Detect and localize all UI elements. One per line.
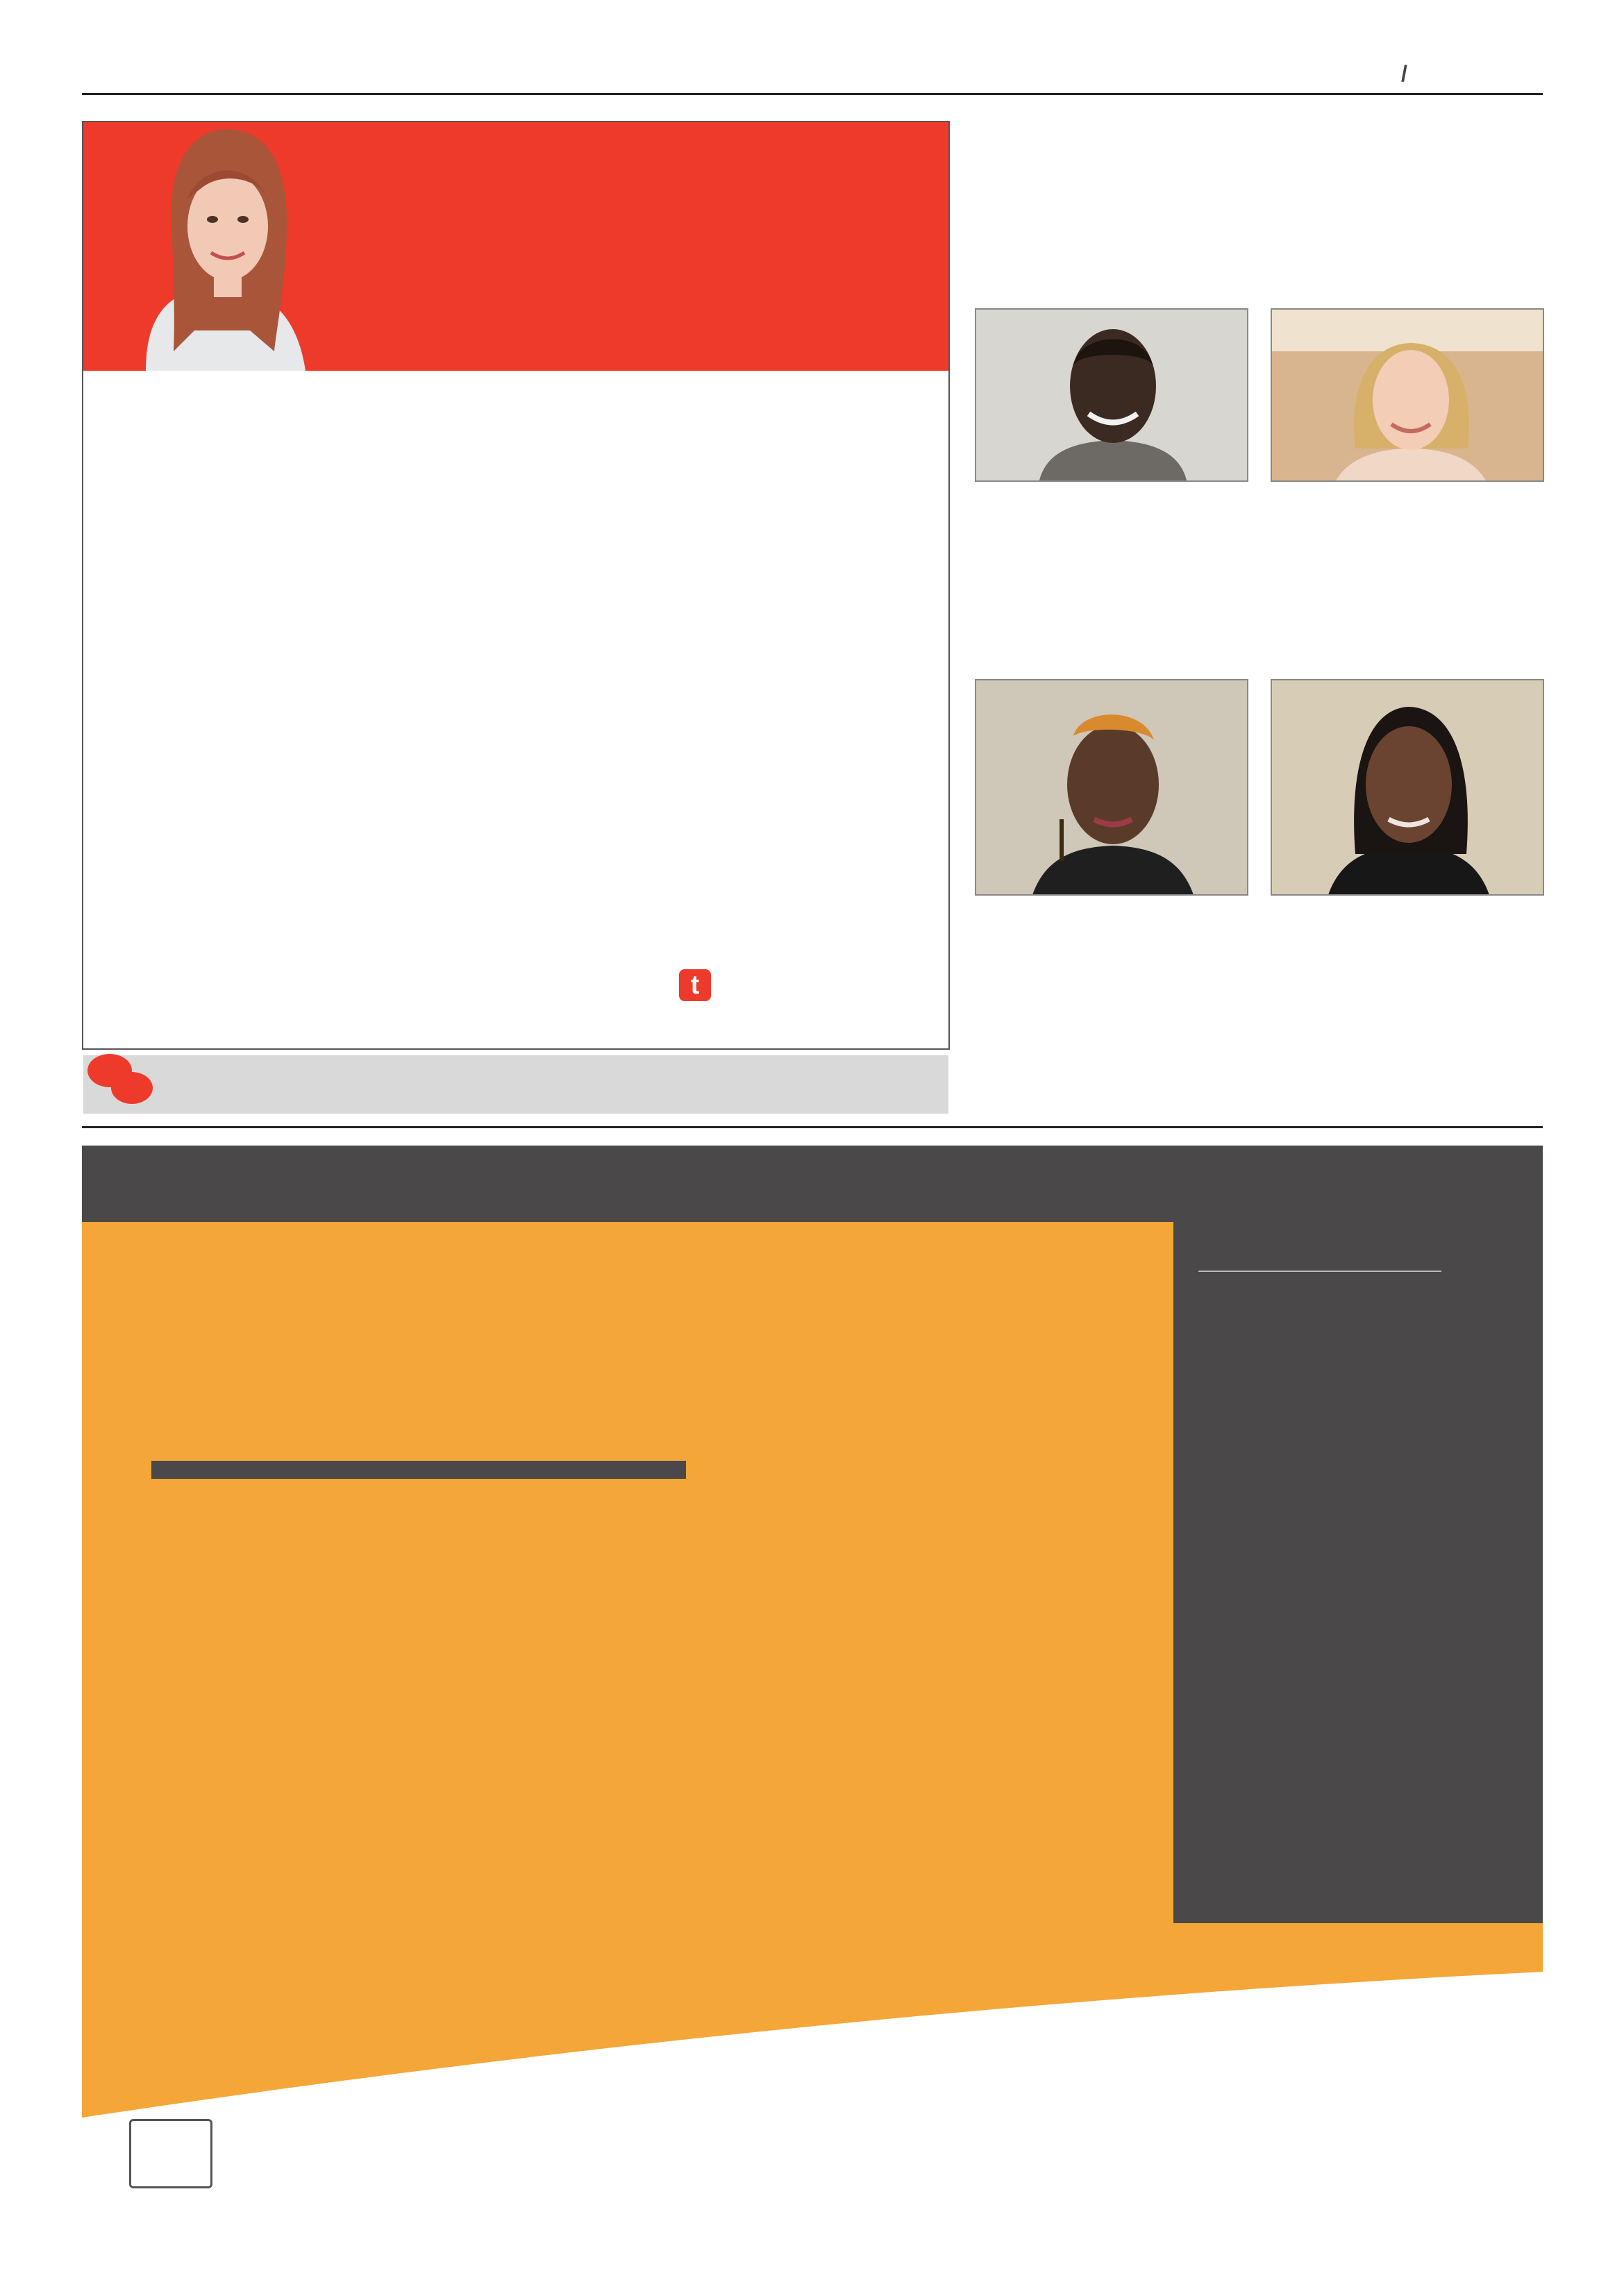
editor-portrait — [104, 122, 333, 371]
j-mosaic-graphic — [736, 1229, 944, 1645]
photo-thubelihle — [975, 679, 1248, 896]
joburg-logo — [129, 2119, 212, 2188]
divider-slash: / — [1401, 61, 1407, 86]
schedule-table — [151, 1461, 686, 1479]
header-region — [151, 1461, 206, 1479]
table-header-row — [151, 1461, 686, 1479]
twitter-icon[interactable]: t — [679, 969, 711, 1001]
header-venue — [376, 1461, 686, 1479]
header-rule — [82, 93, 1543, 95]
speech-bubble-icon — [111, 1072, 153, 1104]
advert-bottom-wave — [82, 1972, 1543, 2208]
header-date — [206, 1461, 291, 1479]
photo-khayalethu — [975, 308, 1248, 482]
advert-contact-panel — [1173, 1146, 1543, 1923]
header-time — [291, 1461, 376, 1479]
letters-bar — [83, 1055, 948, 1114]
photo-yvonne — [1271, 679, 1544, 896]
section-rule — [82, 1126, 1543, 1128]
photo-carmia — [1271, 308, 1544, 482]
contact-rule — [1198, 1271, 1441, 1272]
